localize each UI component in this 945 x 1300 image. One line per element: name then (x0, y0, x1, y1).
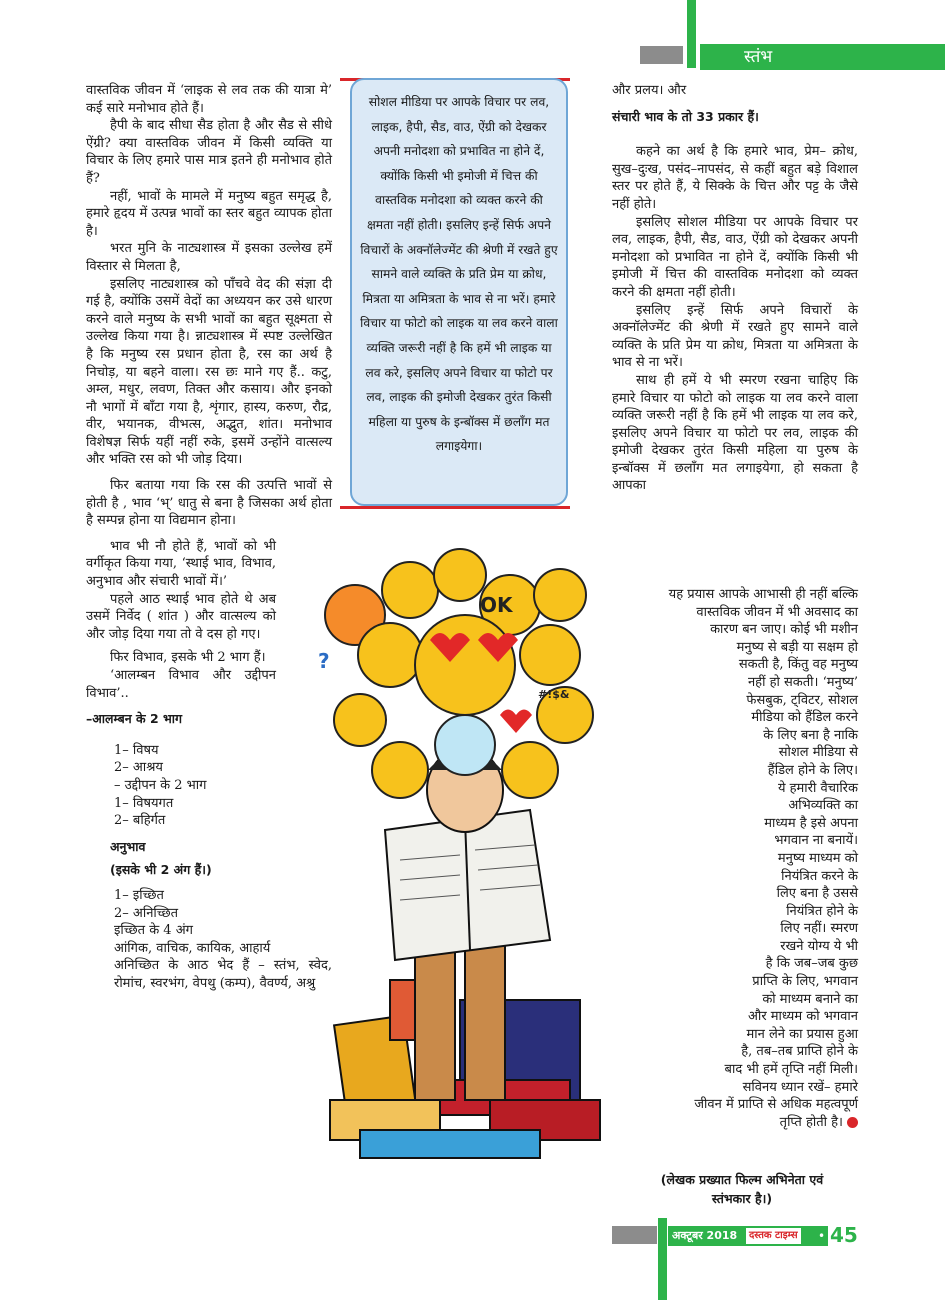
list-item: 1– विषयगत (114, 795, 174, 811)
wrap-line: हैंडिल होने के लिए। (767, 762, 858, 778)
emoji-ok-text: OK (480, 593, 513, 617)
author-line: (लेखक प्रख्यात फिल्म अभिनेता एवं (660, 1172, 824, 1187)
wrap-line: कारण बन जाए। कोई भी मशीन (710, 622, 858, 638)
wrap-line: फेसबुक, ट्विटर, सोशल (746, 692, 858, 708)
emoji-cloud (318, 549, 593, 798)
wrap-line: सकती है, किंतु वह मनुष्य (738, 657, 858, 673)
para: भरत मुनि के नाट्यशास्त्र में इसका उल्लेख हमें विस्तार से मिलता है, (86, 241, 332, 274)
para: फिर विभाव, इसके भी 2 भाग हैं। (110, 650, 266, 666)
para: फिर बताया गया कि रस की उत्पत्ति भावों से होती है , भाव ‘भ्’ धातु से बना है जिसका अर्थ होता है सम्पन्न होना या विद्यमान होना। (86, 478, 332, 529)
wrap-line: अभिव्यक्ति का (788, 798, 858, 814)
wrap-line: और माध्यम को भगवान (748, 1009, 858, 1025)
wrap-line: नहीं हो सकती। ‘मनुष्य’ (747, 674, 858, 690)
author-line: स्तंभकार है।) (711, 1191, 773, 1206)
para: वास्तविक जीवन में ‘लाइक से लव तक की यात्रा मे’ कई सारे मनोभाव होते हैं। (86, 83, 332, 116)
wrap-line: है कि जब–जब कुछ (765, 956, 858, 972)
wrap-line: सोशल मीडिया से (778, 745, 858, 761)
para: हैपी के बाद सीधा सैड होता है और सैड से सीधे ऐंग्री? क्या वास्तविक जीवन में किसी व्यक्ति या विचार के लिए हमारे पास मात्र इतने ही मनोभाव होते हैं? (86, 118, 332, 186)
emoji-symbols-text: #!$& (538, 688, 570, 701)
box-bottom-rule (340, 506, 570, 509)
wrap-line: रखने योग्य ये भी (780, 938, 858, 954)
pull-quote-box (350, 78, 568, 506)
para: और प्रलय। और (612, 83, 687, 98)
end-mark-icon (847, 1117, 858, 1128)
wrap-line: ये हमारी वैचारिक (777, 780, 858, 796)
wrap-line: यह प्रयास आपके आभासी ही नहीं बल्कि (668, 587, 858, 602)
pull-quote-text: सोशल मीडिया पर आपके विचार पर लव, लाइक, हैपी, सैड, वाउ, ऐंग्री को देखकर अपनी मनोदशा को प्रभावित ना होने दें, क्योंकि किसी भी इमोजी में चित्त की वास्तविक मनोदशा को व्यक्त करने की क्षमता नहीं होती। इसलिए इन्हें सिर्फ अपने विचारों के अक्नॉलेज्मेंट की श्रेणी में रखते हुए सामने वाले व्यक्ति के प्रति प्रेम या क्रोध, मित्रता या अमित्रता के भाव से ना भरें। हमारे विचार या फोटो को लाइक या लव करने वाला व्यक्ति जरूरी नहीं है कि हमें भी लाइक या लव करे, इसलिए अपने विचार या फोटो पर लव, लाइक की इमोजी देखकर तुरंत किसी महिला या पुरुष के इन्बॉक्स में छलाँग मत लगाइयेगा। (360, 95, 558, 454)
para: कहने का अर्थ है कि हमारे भाव, प्रेम– क्रोध, सुख–दुःख, पसंद–नापसंद, से कहीं बहुत बड़े विशाल स्तर पर होते हैं, ये सिक्के के चित्त और पट्ट के जैसे नहीं होते। (612, 144, 858, 212)
section-label: स्तंभ (744, 47, 773, 67)
list-item: 2– बहिर्गत (114, 813, 166, 829)
footer-green-bar (658, 1218, 667, 1300)
illustration (300, 540, 640, 1175)
wrap-line: माध्यम है इसे अपना (764, 815, 858, 831)
para: ‘आलम्बन विभाव और उद्दीपन विभाव’.. (86, 668, 276, 701)
heading-anubhav-sub: (इसके भी 2 अंग हैं।) (110, 862, 212, 878)
wrap-line: मीडिया को हैंडिल करने (751, 710, 858, 726)
wrap-line: है, तब–तब प्राप्ति होने के (741, 1044, 858, 1060)
wrap-line: मान लेने का प्रयास हुआ (746, 1026, 858, 1042)
wrap-line: भगवान ना बनायें। (774, 833, 858, 849)
footer-date: अक्टूबर 2018 (672, 1229, 738, 1242)
footer-brand: दस्तक टाइम्स (746, 1228, 801, 1244)
footer-bullet: • (818, 1229, 826, 1243)
list-item: 2– आश्रय (114, 760, 163, 776)
heading-alamban: –आलम्बन के 2 भाग (86, 711, 183, 727)
column-left (86, 82, 332, 993)
heading-anubhav: अनुभाव (110, 838, 146, 854)
author-note (612, 1170, 872, 1208)
column-right-wrap (612, 586, 858, 1131)
list-item: 1– विषय (114, 742, 159, 758)
wrap-line: लिए बना है उससे (776, 886, 858, 902)
para: साथ ही हमें ये भी स्मरण रखना चाहिए कि हमारे विचार या फोटो को लाइक या लव करने वाला व्यक्ति जरूरी नहीं है कि हमें भी लाइक या लव करे, इसलिए अपने विचार या फोटो पर लव, लाइक की इमोजी देखकर तुरंत किसी महिला या पुरुष के इन्बॉक्स में छलाँग मत लगाइयेगा, हो सकता है आपका (612, 372, 858, 494)
para: इसलिए इन्हें सिर्फ अपने विचारों के अक्नॉलेज्मेंट की श्रेणी में रखते हुए सामने वाले व्यक्ति के प्रति प्रेम या क्रोध, मित्रता या अमित्रता के भाव से ना भरें। (612, 302, 858, 371)
wrap-line: सविनय ध्यान रखें– हमारे (742, 1079, 858, 1095)
page-number: 45 (830, 1223, 858, 1247)
wrap-line: के लिए बना है नाकि (763, 727, 858, 743)
column-right (612, 82, 858, 495)
list-item: 2– अनिच्छित (114, 905, 179, 921)
wrap-line: प्राप्ति के लिए, भगवान (752, 974, 858, 990)
para-bold: संचारी भाव के तो 33 प्रकार हैं। (612, 108, 759, 124)
para: इसलिए सोशल मीडिया पर आपके विचार पर लव, लाइक, हैपी, सैड, वाउ, ऐंग्री को देखकर अपनी मनोदशा को प्रभावित ना होने दें, क्योंकि किसी भी इमोजी में चित्त की वास्तविक मनोदशा को व्यक्त करने की क्षमता नहीं होती। (612, 214, 858, 300)
para: नहीं, भावों के मामले में मनुष्य बहुत समृद्ध है, हमारे हृदय में उत्पन्न भावों का स्तर बहुत व्यापक होता है। (86, 188, 332, 239)
para: पहले आठ स्थाई भाव होते थे अब उसमें निर्वेद ( शांत ) और वात्सल्य को और जोड़ दिया गया तो वे दस हो गए। (86, 591, 276, 642)
wrap-line: को माध्यम बनाने का (762, 991, 858, 1007)
footer-gray-block (612, 1226, 657, 1244)
para: इसलिए नाट्यशास्त्र को पाँचवे वेद की संज्ञा दी गई है, क्योंकि उसमें वेदों का अध्ययन कर उसे धारण करने वाले मनुष्य के सभी भावों का बहुत सूक्ष्मता से उल्लेख किया गया है। न्नाट्यशास्त्र में स्पष्ट उल्लेखित है कि मनुष्य रस प्रधान होता है, रस का अर्थ है निचोड़, या बहने वाला। रस छः माने गए हैं.. कटु, अम्ल, मधुर, लवण, तिक्त और कसाय। और इनको नौ भागों में बाँटा गया है, शृंगार, हास्य, करुण, रौद्र, वीर, भयानक, वीभत्स, अद्भुत, शांत। मनोभाव विशेषज्ञ सिर्फ यहीं नहीं रुके, इसमें उन्होंने वात्सल्य और भक्ति रस को भी जोड़ दिया। (86, 276, 332, 468)
section-label-bg (700, 44, 945, 70)
wrap-line: मनुष्य से बड़ी या सक्षम हो (736, 639, 858, 655)
list-item: 1– इच्छित (114, 887, 164, 903)
wrap-line: जीवन में प्राप्ति से अधिक महत्वपूर्ण (694, 1097, 858, 1113)
para: भाव भी नौ होते हैं, भावों को भी वर्गीकृत किया गया, ‘स्थाई भाव, विभाव, अनुभाव और संचारी भावों में।’ (86, 538, 276, 590)
header-gray-block (640, 46, 683, 64)
list-item: – उद्दीपन के 2 भाग (114, 777, 207, 793)
para: अनिच्छित के आठ भेद हैं – स्तंभ, स्वेद, रोमांच, स्वरभंग, वेपथु (कम्प), वैवर्ण्य, अश्रु (114, 958, 332, 991)
wrap-line: लिए नहीं। स्मरण (780, 921, 858, 937)
wrap-line: नियंत्रित होने के (786, 903, 858, 919)
wrap-line: नियंत्रित करने के (781, 868, 858, 884)
wrap-line: मनुष्य माध्यम को (777, 850, 858, 866)
list-item: आंगिक, वाचिक, कायिक, आहार्य (114, 940, 271, 956)
list-item: इच्छित के 4 अंग (114, 923, 193, 939)
wrap-line: तृप्ति होती है। (612, 1114, 858, 1132)
question-mark: ? (318, 649, 330, 673)
wrap-line: बाद भी हमें तृप्ति नहीं मिली। (724, 1062, 858, 1078)
wrap-line: वास्तविक जीवन में भी अवसाद का (696, 604, 858, 620)
header-green-bar (687, 0, 696, 68)
